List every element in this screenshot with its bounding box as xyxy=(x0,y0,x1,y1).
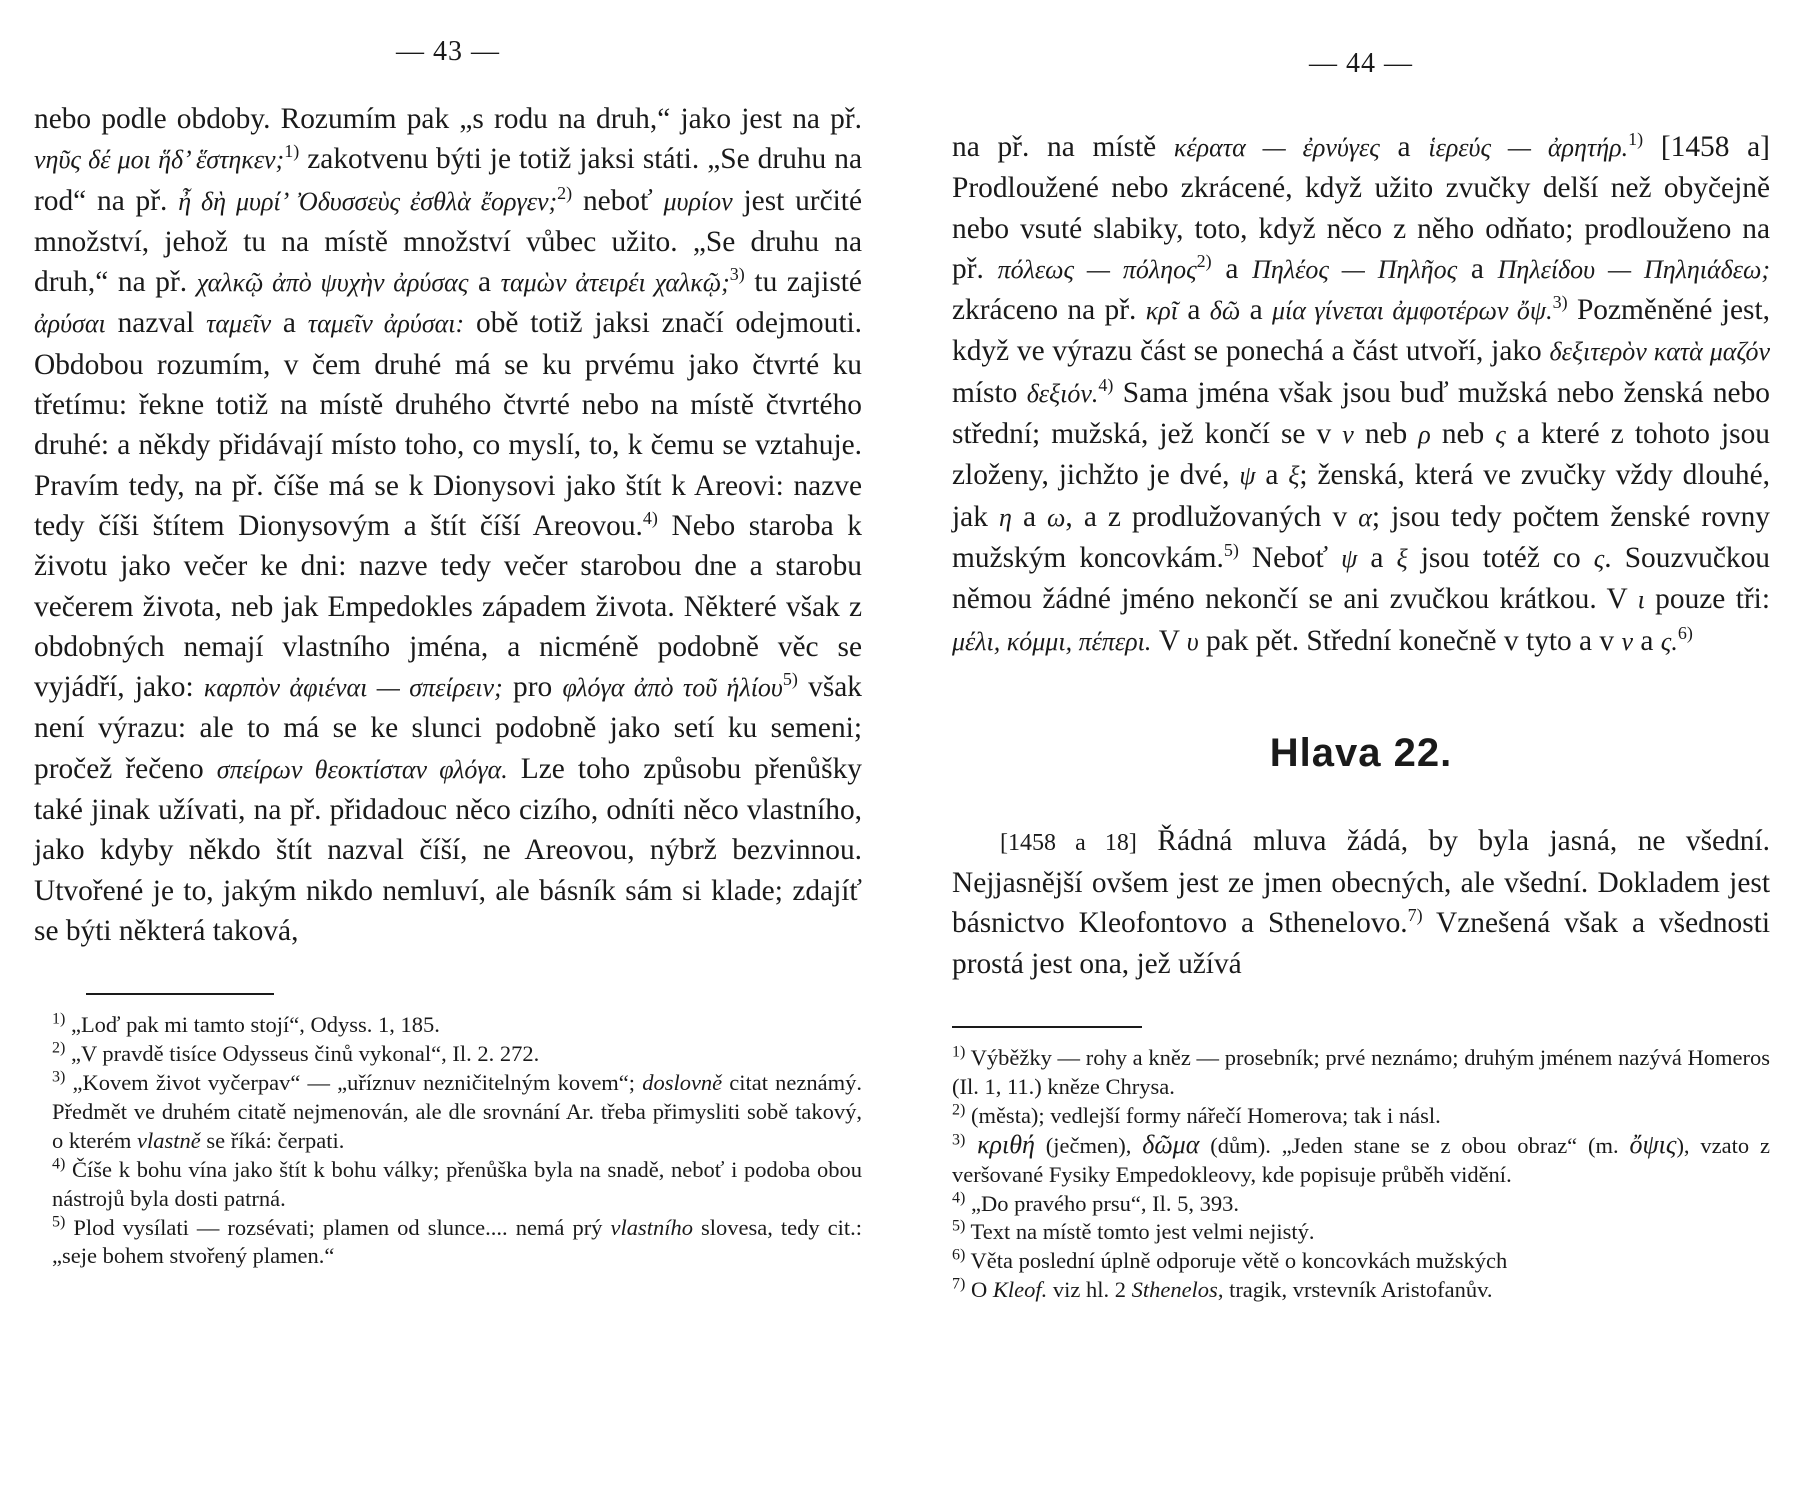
text-run: Sama jména však jsou buď mužská nebo ženská nebo střední; mužská, jež končí se v xyxy=(952,376,1770,451)
text-run: Číše k bohu vína jako štít k bohu války; přenůška byla na snadě, neboť i podoba obou nástrojů byla dosti patrná. xyxy=(52,1156,862,1211)
greek-text: καρπὸν ἀφιέναι — σπείρειν; xyxy=(203,673,503,703)
text-run: O xyxy=(965,1277,993,1303)
text-run: , tragik, vrstevník Aristofanův. xyxy=(1217,1277,1493,1303)
greek-text: δῶ xyxy=(1209,296,1241,326)
right-page xyxy=(952,0,1770,1500)
greek-text: ς xyxy=(1593,543,1605,573)
greek-text: η xyxy=(998,502,1012,532)
footnote-marker: 2) xyxy=(52,1039,66,1057)
footnote-ref: 4) xyxy=(1098,374,1114,395)
text-run: (dům). „Jeden stane se z obou obraz“ (m. xyxy=(1199,1132,1630,1158)
text-run: neboť xyxy=(572,184,664,217)
text-run: a xyxy=(1457,252,1498,285)
greek-text: ἱερεύς — ἀρητήρ. xyxy=(1428,133,1629,162)
footnotes xyxy=(34,1011,862,1271)
greek-text: Πηλέος — Πηλῆος xyxy=(1252,254,1458,284)
text-run: a xyxy=(1211,252,1253,285)
text-run: Text na místě tomto jest velmi nejistý. xyxy=(965,1219,1315,1245)
footnote-ref: 2) xyxy=(1196,251,1212,272)
greek-text: φλόγα ἀπὸ τοῦ ἡλίου xyxy=(562,673,783,703)
greek-text: χαλκῷ ἀπὸ ψυχὴν ἀρύσας xyxy=(196,268,469,298)
text-run: ; ženská, která ve zvučky vždy dlouhé, jak xyxy=(952,459,1770,533)
text-run: „Do pravého prsu“, Il. 5, 393. xyxy=(965,1190,1240,1216)
greek-text: ἀρύσαι xyxy=(34,309,106,339)
italic-text: Kleof. xyxy=(992,1277,1048,1303)
greek-text: κρῖ xyxy=(1145,296,1178,326)
footnote xyxy=(952,1044,1770,1102)
text-run: ), vzato z veršované Fysiky Empedokleovy, kde popisuje průběh vidění. xyxy=(952,1132,1770,1187)
footnote xyxy=(34,1069,862,1156)
text-run: Vznešená však a všednosti prostá jest ona, jež užívá xyxy=(952,907,1770,980)
footnote-ref: 3) xyxy=(1552,292,1568,313)
footnote-ref: 1) xyxy=(1628,129,1644,150)
greek-text: ψ xyxy=(1341,543,1358,573)
footnote-marker: 4) xyxy=(52,1155,66,1173)
greek-text: ρ xyxy=(1418,420,1431,450)
text-run: Plod vysílati — rozsévati; plamen od slunce.... nemá prý xyxy=(65,1214,611,1240)
main-text-continued xyxy=(952,821,1770,984)
footnote xyxy=(952,1190,1770,1219)
footnote xyxy=(34,1040,862,1069)
greek-text: ξ xyxy=(1396,543,1408,573)
greek-text: ὄψις xyxy=(1629,1129,1677,1159)
text-run: V xyxy=(1151,624,1187,657)
greek-text: κριθή xyxy=(965,1129,1035,1159)
text-run: Nebo staroba k životu jako večer ke dni: nazve tedy večer starobou dne a starobu večerem života, neb jak Empedokles západem života. Některé však z obdobných nemají vlastního jména, a nicméně podobně věc se vyjádří, jako: xyxy=(34,509,862,704)
footnote xyxy=(34,1214,862,1272)
footnote xyxy=(952,1102,1770,1131)
text-run: . Souzvučkou němou žádné jméno nekončí se ani zvučkou krátkou. V xyxy=(952,541,1771,616)
text-run: nebo podle obdoby. Rozumím pak „s rodu na druh,“ jako jest na př. xyxy=(34,103,862,135)
footnote-marker: 4) xyxy=(952,1189,966,1207)
footnote-ref: 5) xyxy=(1223,540,1239,561)
footnote xyxy=(34,1011,862,1040)
greek-text: κέρατα — ἐρνύγες xyxy=(1173,133,1380,162)
footnote-marker: 1) xyxy=(952,1043,966,1061)
footnote-ref: 6) xyxy=(1677,622,1693,643)
greek-text: ξ xyxy=(1288,461,1300,491)
greek-text: μία γίνεται ἀμφοτέρων ὄψ. xyxy=(1271,296,1553,326)
greek-text: δεξιόν. xyxy=(1026,378,1099,408)
text-run: slovesa, tedy cit.: „seje bohem stvořený plamen.“ xyxy=(52,1214,863,1269)
paragraph xyxy=(952,821,1770,984)
greek-text: ταμεῖν xyxy=(206,309,272,339)
text-run: ; jsou tedy počtem ženské rovny mužským koncovkám. xyxy=(952,500,1770,574)
text-run: a xyxy=(1357,541,1397,574)
text-run: Výběžky — rohy a kněz — prosebník; prvé neznámo; druhým jménem nazývá Homeros (Il. 1, 11.) kněze Chrysa. xyxy=(952,1045,1770,1099)
page-number: — 44 — xyxy=(1309,48,1413,79)
greek-text: ψ xyxy=(1239,461,1256,491)
text-run: tu zajisté xyxy=(744,266,862,299)
footnote xyxy=(952,1276,1770,1305)
text-run: a xyxy=(468,266,501,299)
main-text xyxy=(34,99,862,951)
text-run: Lze toho způsobu přenůšky také jinak užívati, na př. přidadouc něco cizího, odníti něco vlastního, jako kdyby někdo štít nazval číší, ne Areovou, nýbrž bezvinnou. Utvořené je to, jakým nikdo nemluví, ale básník sám si klade; zdajíť se býti některá taková, xyxy=(34,752,862,947)
greek-text: μέλι, κόμμι, πέπερι. xyxy=(952,626,1152,656)
main-text xyxy=(952,127,1770,662)
greek-text: ν xyxy=(1621,626,1634,656)
footnotes xyxy=(952,1044,1770,1305)
footnote-ref: 4) xyxy=(642,508,658,529)
text-run: a xyxy=(1633,624,1661,657)
greek-text: σπείρων θεοκτίσταν φλόγα. xyxy=(216,754,508,784)
footnote xyxy=(952,1218,1770,1247)
text-run: neb xyxy=(1430,418,1496,451)
text-run: a xyxy=(271,307,308,340)
text-run: [1458 a] Prodloužené nebo zkrácené, když užito zvučky delší než obyčejně nebo vsuté slabiky, toto, když něco z něho odňato; prodlouženo na př. xyxy=(952,131,1770,285)
text-run: neb xyxy=(1353,418,1419,451)
greek-text: ἦ δὴ μυρί’ Ὀδυσσεὺς ἐσθλὰ ἔοργεν; xyxy=(178,186,558,216)
greek-text: ταμὼν ἀτειρέι χαλκῷ; xyxy=(500,268,730,298)
footnote-ref: 2) xyxy=(557,182,573,203)
footnote-marker: 3) xyxy=(52,1068,66,1086)
text-run: Neboť xyxy=(1238,541,1342,574)
text-run: místo xyxy=(952,376,1027,409)
greek-text: υ xyxy=(1186,626,1199,656)
text-run: zkráceno na př. xyxy=(952,294,1146,327)
text-run: nazval xyxy=(105,307,207,340)
greek-text: ς. xyxy=(1660,626,1678,656)
text-run: „Loď pak mi tamto stojí“, Odyss. 1, 185. xyxy=(65,1012,440,1038)
greek-text: ταμεῖν ἀρύσαι: xyxy=(307,309,465,339)
greek-text: ς xyxy=(1495,420,1506,450)
text-run: Řádná mluva žádá, by byla jasná, ne všední. Nejjasnější ovšem jest ze jmen obecných, ale všední. Dokladem jest básnictvo Kleofontovo a Sthenelovo. xyxy=(952,824,1770,940)
text-run: pro xyxy=(502,671,563,704)
text-run: a xyxy=(1379,131,1429,163)
greek-text: πόλεως — πόληος xyxy=(997,254,1197,284)
text-run: Pozměněné jest, když ve výrazu část se ponechá a část utvoří, jako xyxy=(952,294,1770,368)
footnote-marker: 5) xyxy=(52,1213,66,1231)
greek-text: ω xyxy=(1047,502,1066,532)
text-run: obě totiž jaksi značí odejmouti. Obdobou rozumím, v čem druhé má se ku prvému jako čtvrté ku třetímu: řekne totiž na místě druhého čtvrté nebo na místě čtvrtého druhé: a někdy přidávají místo toho, co myslí, to, k čemu se vztahuje. Pravím tedy, na př. číše má se k Dionysovi jako štít k Areovi: nazve tedy číši štítem Dionysovým a štít číší Areovou. xyxy=(34,307,862,542)
text-run: a xyxy=(1011,500,1048,533)
text-run: se říká: čerpati. xyxy=(200,1127,345,1153)
greek-text: Πηλείδου — Πηληιάδεω; xyxy=(1497,254,1771,284)
paragraph xyxy=(34,99,862,951)
text-run: „Kovem život vyčerpav“ — „uříznuv nezničitelným kovem“; xyxy=(65,1070,643,1096)
text-run: viz hl. 2 xyxy=(1047,1277,1132,1303)
greek-text: ι xyxy=(1637,585,1645,615)
footnote-marker: 1) xyxy=(52,1010,66,1028)
text-run: citat neznámý. Předmět ve druhém citatě nejmenován, ale dle srovnání Ar. třeba přimysliti sobě takový, o kterém xyxy=(52,1070,862,1153)
text-run: Věta poslední úplně odporuje větě o koncovkách mužských xyxy=(965,1248,1508,1274)
text-run: pouze tři: xyxy=(1644,583,1771,616)
footnote xyxy=(952,1131,1770,1190)
text-run: a xyxy=(1255,459,1289,492)
text-run: jest určité množství, jehož tu na místě množství vůbec užito. „Se druhu na druh,“ na př. xyxy=(34,184,862,299)
italic-text: vlastního xyxy=(610,1214,693,1240)
text-run: na př. na místě xyxy=(952,131,1174,163)
text-run: pak pět. Střední konečně v tyto a v xyxy=(1198,624,1622,657)
italic-text: vlastně xyxy=(136,1127,201,1153)
italic-text: Sthenelos xyxy=(1131,1277,1218,1303)
footnote xyxy=(952,1247,1770,1276)
footnote-rule xyxy=(86,993,274,995)
text-run: a xyxy=(1177,294,1210,327)
greek-text: νηῦς δέ μοι ἥδ’ ἕστηκεν; xyxy=(34,145,285,175)
text-run: zakotvenu býti je totiž jaksi státi. „Se druhu na rod“ na př. xyxy=(34,143,862,217)
footnote-marker: 2) xyxy=(952,1101,966,1119)
text-run: a xyxy=(1240,294,1272,327)
paragraph xyxy=(952,127,1770,662)
bekker-reference: [1458 a 18] xyxy=(1000,829,1137,856)
greek-text: δῶμα xyxy=(1142,1129,1200,1159)
italic-text: doslovně xyxy=(642,1070,723,1096)
greek-text: μυρίον xyxy=(663,186,733,216)
text-run: a které z tohoto jsou zloženy, jichžto je dvé, xyxy=(952,418,1770,492)
text-run: (ječmen), xyxy=(1034,1132,1143,1158)
footnote-ref: 7) xyxy=(1407,905,1423,926)
text-run: „V pravdě tisíce Odysseus činů vykonal“, Il. 2. 272. xyxy=(65,1041,540,1067)
footnote-rule xyxy=(952,1026,1142,1028)
text-run: však není výrazu: ale to má se ke slunci podobně jako setí ku semeni; pročež řečeno xyxy=(34,671,862,785)
footnote-ref: 3) xyxy=(729,264,745,285)
footnote-marker: 6) xyxy=(952,1246,966,1264)
footnote-ref: 5) xyxy=(782,669,798,690)
greek-text: ν xyxy=(1342,420,1354,450)
text-run: , a z prodlužovaných v xyxy=(1065,500,1359,533)
left-page xyxy=(34,0,862,1500)
footnote-ref: 1) xyxy=(284,141,300,162)
footnote-marker: 3) xyxy=(952,1131,966,1149)
footnote-marker: 5) xyxy=(952,1217,966,1235)
page-number: — 43 — xyxy=(396,36,500,67)
footnote-marker: 7) xyxy=(952,1275,966,1293)
greek-text: α xyxy=(1358,502,1372,532)
footnote xyxy=(34,1156,862,1214)
greek-text: δεξιτερὸν κατὰ μαζόν xyxy=(1549,337,1770,367)
text-run: jsou totéž co xyxy=(1407,541,1594,574)
text-run: (města); vedlejší formy nářečí Homerova; tak i násl. xyxy=(965,1102,1441,1128)
chapter-heading: Hlava 22. xyxy=(1269,730,1453,775)
